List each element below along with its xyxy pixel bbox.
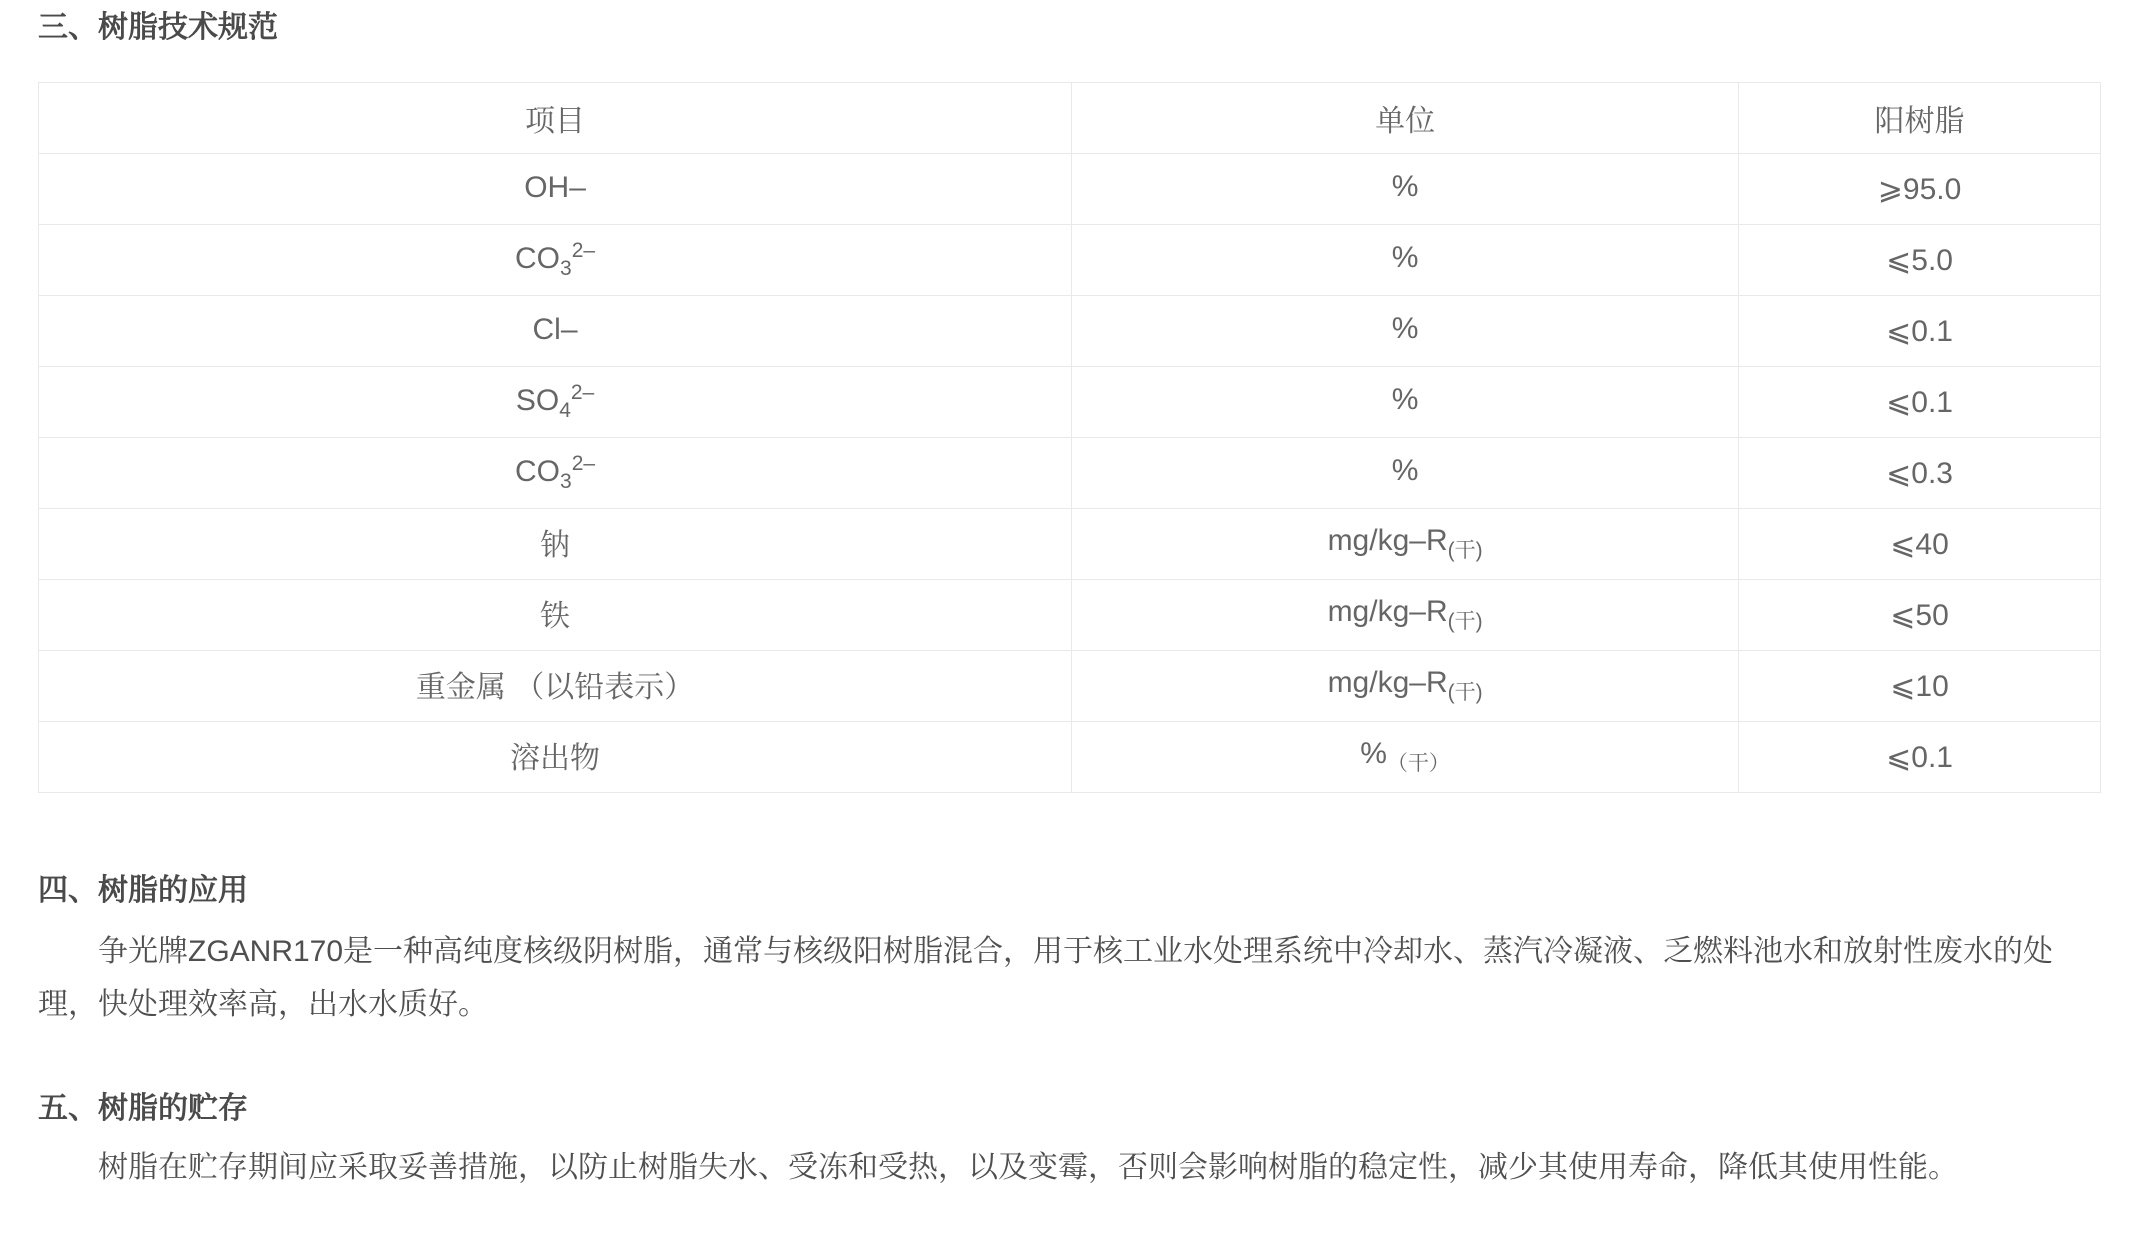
item-cell	[39, 580, 1072, 651]
table-row	[39, 367, 2101, 438]
table-row	[39, 722, 2101, 793]
application-paragraph: 争光牌ZGANR170是一种高纯度核级阴树脂，通常与核级阳树脂混合，用于核工业水处理系统中冷却水、蒸汽冷凝液、乏燃料池水和放射性废水的处理，快处理效率高，出水水质好。	[38, 935, 2054, 1021]
value-cell: ⩽0.1	[1739, 367, 2101, 438]
value-cell: ⩾95.0	[1739, 154, 2101, 225]
unit-text: %	[1391, 382, 1419, 416]
table-row	[39, 651, 2101, 722]
item-cell	[39, 509, 1072, 580]
unit-text: mg/kg–R	[1327, 666, 1448, 699]
item-text: SO	[515, 384, 560, 417]
table-row	[39, 296, 2101, 367]
unit-text: mg/kg–R	[1327, 524, 1448, 557]
item-subscript: 4	[559, 399, 571, 422]
item-text: 溶出物	[510, 742, 601, 775]
value-cell: ⩽0.1	[1739, 722, 2101, 793]
item-superscript: 2–	[571, 239, 596, 262]
table-header-row	[39, 83, 2101, 154]
unit-cell	[1072, 296, 1739, 367]
item-text: CO	[515, 242, 560, 275]
item-text: 重金属 （以铅表示）	[415, 671, 695, 704]
table-row	[39, 580, 2101, 651]
column-header-item: 项目	[39, 83, 1072, 154]
unit-text: %	[1391, 169, 1419, 203]
unit-cell	[1072, 651, 1739, 722]
item-text: 铁	[540, 600, 571, 633]
unit-text: %	[1391, 240, 1419, 274]
section-title-storage: 五、树脂的贮存	[38, 1092, 248, 1125]
storage-paragraph: 树脂在贮存期间应采取妥善措施，以防止树脂失水、受冻和受热，以及变霉，否则会影响树脂的稳定性，减少其使用寿命，降低其使用性能。	[98, 1151, 1958, 1184]
item-subscript: 3	[560, 257, 572, 280]
unit-cell	[1072, 225, 1739, 296]
item-cell	[39, 296, 1072, 367]
item-text: OH–	[524, 171, 586, 204]
unit-cell	[1072, 367, 1739, 438]
column-header-resin: 阳树脂	[1739, 83, 2101, 154]
item-cell	[39, 438, 1072, 509]
unit-cell	[1072, 438, 1739, 509]
value-cell: ⩽5.0	[1739, 225, 2101, 296]
table-row	[39, 154, 2101, 225]
table-row	[39, 509, 2101, 580]
unit-text: %	[1391, 311, 1419, 345]
unit-subscript: (干)	[1447, 681, 1483, 704]
item-text: Cl–	[532, 313, 578, 346]
item-superscript: 2–	[571, 452, 596, 475]
item-text: CO	[515, 455, 560, 488]
unit-text: %	[1360, 737, 1387, 770]
value-cell: ⩽40	[1739, 509, 2101, 580]
item-cell	[39, 367, 1072, 438]
section-title-spec: 三、树脂技术规范	[38, 11, 278, 44]
item-text: 钠	[540, 529, 571, 562]
unit-subscript: (干)	[1447, 539, 1483, 562]
item-subscript: 3	[560, 470, 572, 493]
item-cell	[39, 225, 1072, 296]
unit-subscript: （干）	[1386, 752, 1450, 775]
value-cell: ⩽50	[1739, 580, 2101, 651]
column-header-unit: 单位	[1072, 83, 1739, 154]
item-cell	[39, 651, 1072, 722]
item-superscript: 2–	[570, 381, 595, 404]
unit-subscript: (干)	[1447, 610, 1483, 633]
item-cell	[39, 154, 1072, 225]
unit-cell	[1072, 509, 1739, 580]
unit-text: mg/kg–R	[1327, 595, 1448, 628]
unit-cell	[1072, 580, 1739, 651]
value-cell: ⩽0.3	[1739, 438, 2101, 509]
value-cell: ⩽10	[1739, 651, 2101, 722]
resin-spec-table	[38, 82, 2101, 793]
section-title-application: 四、树脂的应用	[38, 874, 248, 907]
item-cell	[39, 722, 1072, 793]
unit-cell	[1072, 154, 1739, 225]
table-row	[39, 225, 2101, 296]
value-cell: ⩽0.1	[1739, 296, 2101, 367]
unit-text: %	[1391, 453, 1419, 487]
unit-cell	[1072, 722, 1739, 793]
table-row	[39, 438, 2101, 509]
